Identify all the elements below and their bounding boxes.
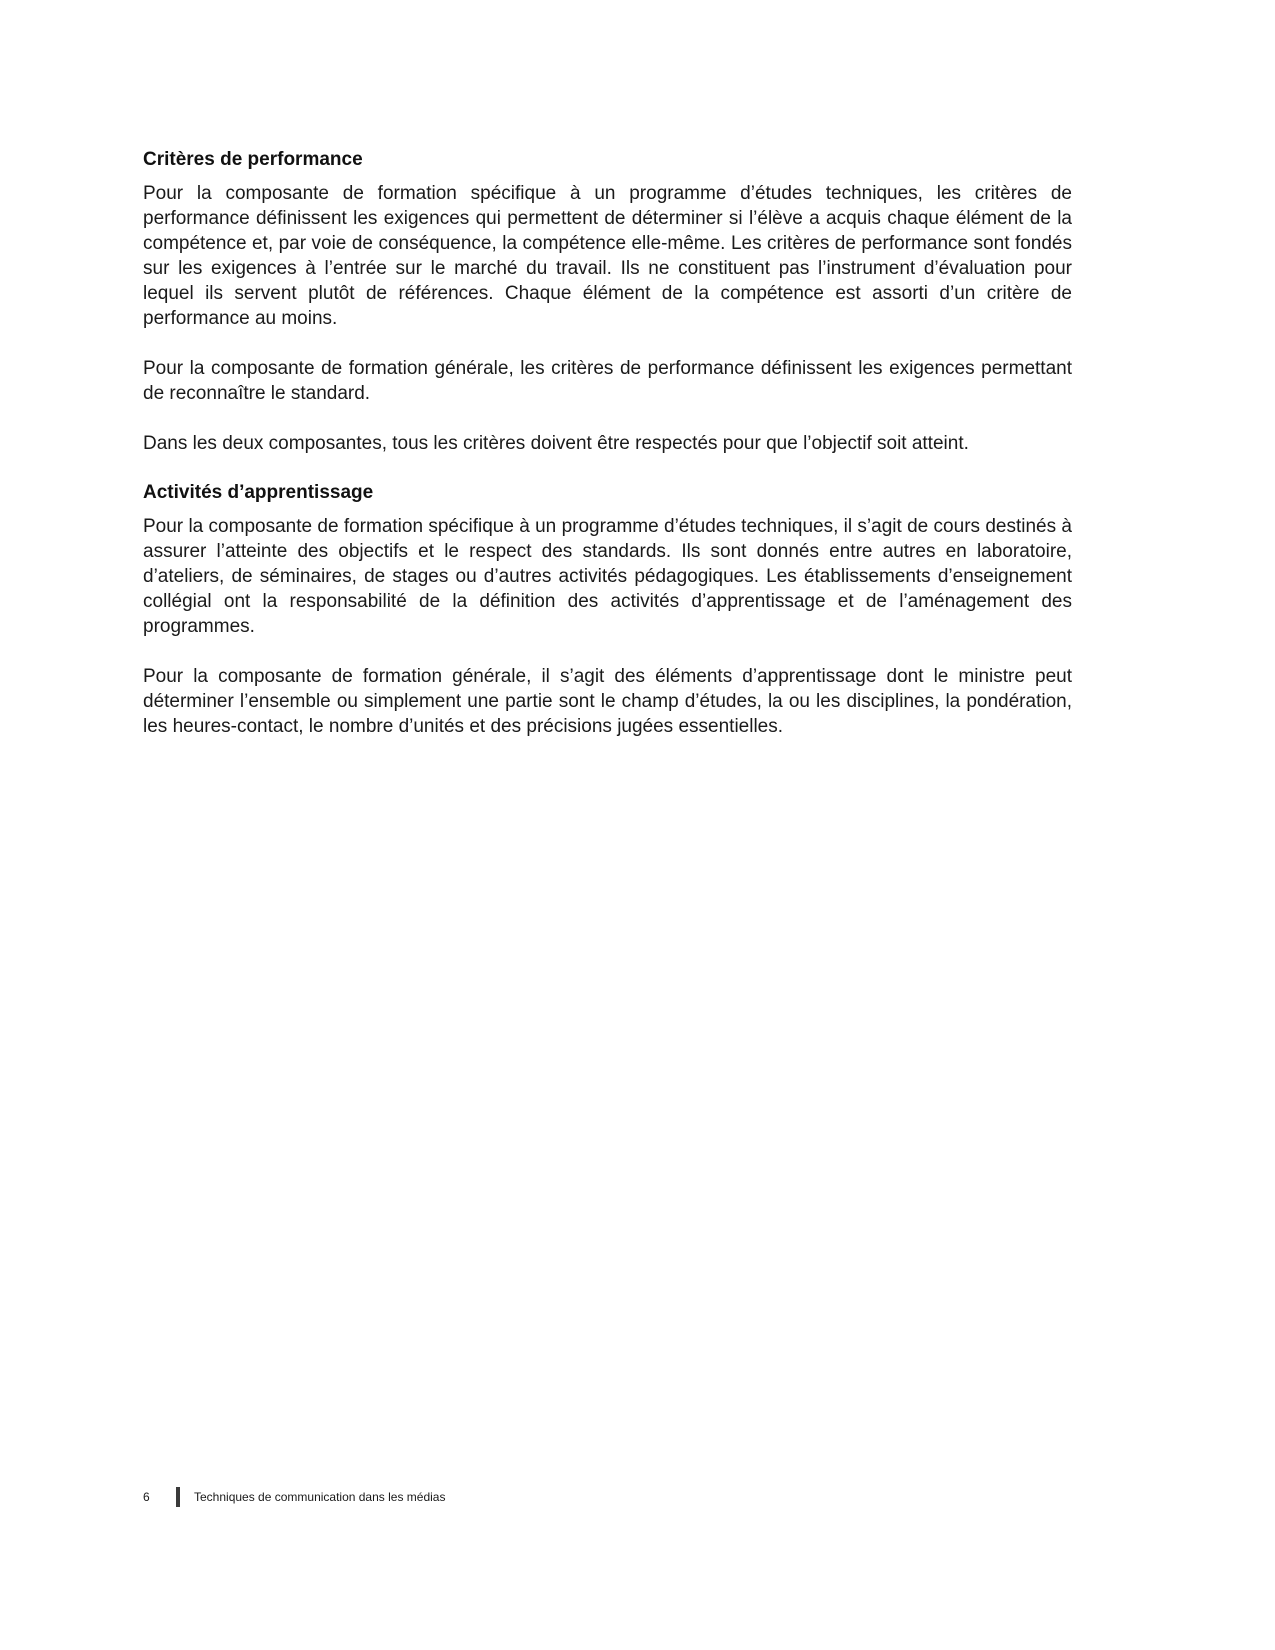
section-criteres-de-performance (143, 148, 1072, 456)
page-number: 6 (143, 1490, 150, 1504)
paragraph: Dans les deux composantes, tous les critères doivent être respectés pour que l’objectif soit atteint. (143, 432, 969, 454)
paragraph: Pour la composante de formation générale, les critères de performance définissent les exigences permettant de reconnaître le standard. (143, 357, 1072, 404)
footer-divider (175, 1487, 180, 1507)
paragraph: Pour la composante de formation générale, il s’agit des éléments d’apprentissage dont le ministre peut déterminer l’ensemble ou simplement une partie sont le champ d’études, la ou les disciplines, la pondération, les heures-contact, le nombre d’unités et des précisions jugées essentielles. (143, 665, 1072, 737)
section-heading: Critères de performance (143, 149, 363, 170)
section-heading: Activités d’apprentissage (143, 481, 374, 503)
section-activites-apprentissage (143, 481, 1072, 739)
footer-doc-title: Techniques de communication dans les médias (194, 1490, 446, 1504)
page-content (143, 148, 1072, 764)
page-footer (143, 1486, 445, 1508)
paragraph: Pour la composante de formation spécifique à un programme d’études techniques, les critères de performance définissent les exigences qui permettent de déterminer si l’élève a acquis chaque élément de la compétence et, par voie de conséquence, la compétence elle-même. Les critères de performance sont fondés sur les exigences à l’entrée sur le marché du travail. Ils ne constituent pas l’instrument d’évaluation pour lequel ils servent plutôt de références. Chaque élément de la compétence est assorti d’un critère de performance au moins. (143, 182, 1072, 329)
paragraph: Pour la composante de formation spécifique à un programme d’études techniques, il s’agit de cours destinés à assurer l’atteinte des objectifs et le respect des standards. Ils sont donnés entre autres en laboratoire, d’ateliers, de séminaires, de stages ou d’autres activités pédagogiques. Les établissements d’enseignement collégial ont la responsabilité de la définition des activités d’apprentissage et de l’aménagement des programmes. (143, 515, 1072, 637)
